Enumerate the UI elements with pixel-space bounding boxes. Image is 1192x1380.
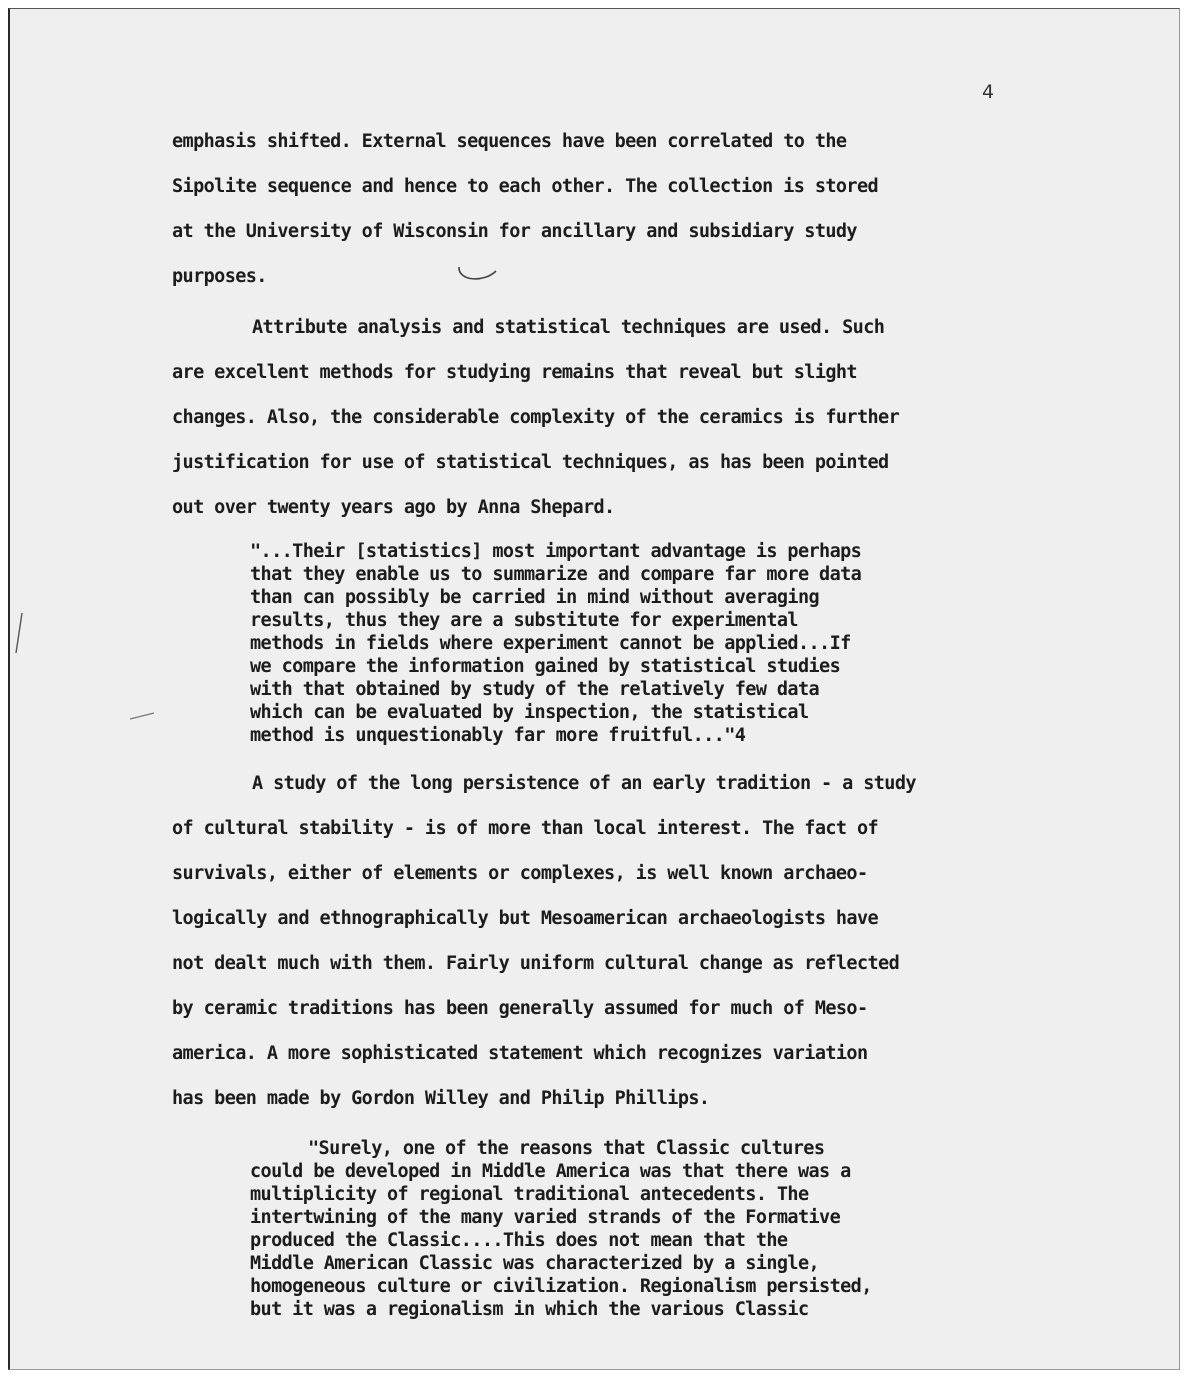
quote-line: than can possibly be carried in mind without averaging [250, 587, 820, 608]
text-line: has been made by Gordon Willey and Philip Phillips. [172, 1088, 710, 1109]
text-line: Sipolite sequence and hence to each other. The collection is stored [172, 176, 879, 197]
page-number: 4 [982, 81, 995, 103]
block-quote-willey-phillips [250, 1137, 970, 1321]
text-line: Attribute analysis and statistical techniques are used. Such [252, 317, 885, 338]
quote-line: could be developed in Middle America was that there was a [250, 1161, 851, 1182]
text-line: by ceramic traditions has been generally assumed for much of Meso- [172, 998, 868, 1019]
text-line: not dealt much with them. Fairly uniform cultural change as reflected [172, 953, 900, 974]
quote-line: method is unquestionably far more fruitful..."4 [250, 725, 746, 746]
text-line: survivals, either of elements or complexes, is well known archaeo- [172, 863, 868, 884]
text-line: logically and ethnographically but Mesoamerican archaeologists have [172, 908, 879, 929]
quote-line: multiplicity of regional traditional antecedents. The [250, 1184, 809, 1205]
quote-line: with that obtained by study of the relatively few data [250, 679, 820, 700]
quote-line: intertwining of the many varied strands of the Formative [250, 1207, 841, 1228]
quote-line: that they enable us to summarize and compare far more data [250, 564, 862, 585]
quote-line: "Surely, one of the reasons that Classic cultures [308, 1138, 825, 1159]
paragraph-1 [172, 119, 992, 299]
text-line: of cultural stability - is of more than local interest. The fact of [172, 818, 879, 839]
text-line: changes. Also, the considerable complexity of the ceramics is further [172, 407, 900, 428]
quote-line: produced the Classic....This does not mean that the [250, 1230, 788, 1251]
block-quote-shepard [250, 540, 970, 747]
quote-line: results, thus they are a substitute for experimental [250, 610, 798, 631]
text-line: are excellent methods for studying remains that reveal but slight [172, 362, 857, 383]
text-line: emphasis shifted. External sequences have been correlated to the [172, 131, 847, 152]
document-page [8, 8, 1180, 1370]
text-line: justification for use of statistical techniques, as has been pointed [172, 452, 889, 473]
quote-line: but it was a regionalism in which the various Classic [250, 1299, 809, 1320]
text-line: at the University of Wisconsin for ancillary and subsidiary study [172, 221, 857, 242]
paragraph-3 [172, 761, 992, 1121]
quote-line: methods in fields where experiment cannot be applied...If [250, 633, 851, 654]
margin-dash [128, 709, 158, 723]
quote-line: homogeneous culture or civilization. Regionalism persisted, [250, 1276, 872, 1297]
quote-line: "...Their [statistics] most important advantage is perhaps [250, 541, 862, 562]
quote-line: which can be evaluated by inspection, the statistical [250, 702, 809, 723]
margin-mark [10, 609, 30, 659]
quote-line: Middle American Classic was characterized by a single, [250, 1253, 820, 1274]
paragraph-2 [172, 305, 992, 530]
text-line: A study of the long persistence of an early tradition - a study [252, 773, 916, 794]
quote-line: we compare the information gained by statistical studies [250, 656, 841, 677]
text-line: purposes. [172, 266, 267, 287]
text-line: out over twenty years ago by Anna Shepard. [172, 497, 615, 518]
text-line: america. A more sophisticated statement which recognizes variation [172, 1043, 868, 1064]
